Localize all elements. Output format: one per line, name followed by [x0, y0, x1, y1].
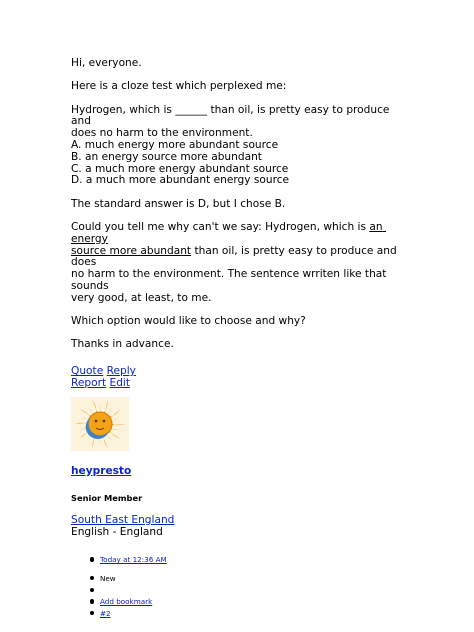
- reply-link[interactable]: Reply: [106, 365, 136, 378]
- report-link[interactable]: Report: [71, 376, 107, 389]
- question-text: Hydrogen, which is ______ than oil, is pretty easy to produce and does no harm to the environment.: [71, 103, 390, 140]
- post-meta-list: [71, 554, 411, 619]
- bullet-icon: [90, 557, 94, 561]
- new-label: New: [100, 574, 116, 584]
- username-link[interactable]: heypresto: [71, 464, 132, 477]
- edit-link[interactable]: Edit: [109, 376, 131, 389]
- answer-note: The standard answer is D, but I chose B.: [71, 197, 286, 210]
- post-number-link[interactable]: #2: [100, 609, 111, 619]
- post-actions: [71, 366, 411, 390]
- followup-paragraph: [71, 222, 411, 305]
- sun-moon-avatar-icon[interactable]: [71, 397, 129, 451]
- list-item: [71, 554, 411, 566]
- quote-link[interactable]: Quote: [71, 365, 104, 378]
- post-time-link[interactable]: Today at 12:36 AM: [100, 555, 167, 565]
- bullet-icon: [90, 588, 94, 592]
- bullet-icon: [90, 599, 94, 603]
- user-location: [71, 515, 411, 539]
- thanks-text: Thanks in advance.: [71, 338, 174, 351]
- option-d: D. a much more abundant energy source: [71, 174, 290, 187]
- post-body: [71, 58, 411, 620]
- followup-before: Could you tell me why can't we say: Hydrogen, which is: [71, 220, 370, 233]
- followup-underlined: an energy source more abundant: [71, 220, 383, 257]
- option-b: B. an energy source more abundant: [71, 150, 262, 163]
- option-c: C. a much more energy abundant source: [71, 162, 289, 175]
- user-rank: Senior Member: [71, 492, 143, 503]
- add-bookmark-link[interactable]: Add bookmark: [100, 597, 153, 607]
- list-item: [71, 573, 411, 585]
- list-item: [71, 585, 411, 597]
- followup-after: than oil, is pretty easy to produce and does no harm to the environment. The sentence wrriten like that sounds very good, at least, to me.: [71, 244, 397, 304]
- bullet-icon: [90, 576, 94, 580]
- user-language: English - England: [71, 525, 163, 538]
- list-item: [71, 608, 411, 620]
- which-option-text: Which option would like to choose and why?: [71, 315, 306, 328]
- region-link[interactable]: South East England: [71, 513, 175, 526]
- bullet-icon: [90, 611, 94, 615]
- option-a: A. much energy more abundant source: [71, 138, 279, 151]
- list-item: [71, 596, 411, 608]
- greeting-text: Hi, everyone.: [71, 57, 142, 69]
- intro-text: Here is a cloze test which perplexed me:: [71, 80, 287, 93]
